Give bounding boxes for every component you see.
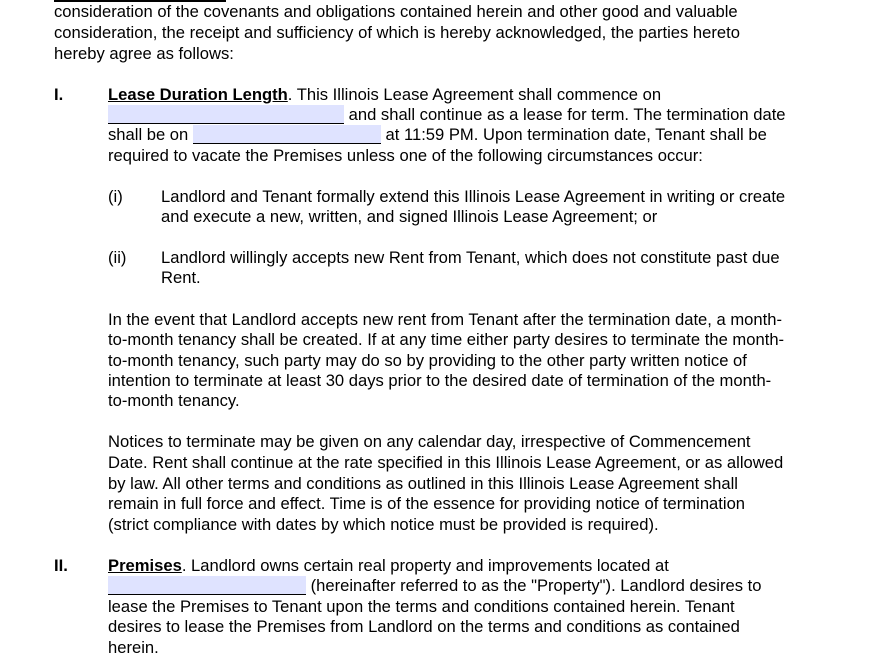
section-text: at 11:59 PM. Upon termination date, Tenant shall be <box>385 125 767 144</box>
section-heading-line <box>108 556 669 577</box>
paragraph-line: to-month tenancy shall be created. If at any time either party desires to terminate the month- <box>108 330 785 349</box>
property-address-field[interactable] <box>108 576 306 595</box>
item-text: and execute a new, written, and signed Illinois Lease Agreement; or <box>161 207 658 226</box>
paragraph-line: to-month tenancy, such party may do so by providing to the other party written notice of <box>108 351 747 370</box>
paragraph-line: to-month tenancy. <box>108 391 240 410</box>
section-text: shall be on <box>108 125 189 144</box>
paragraph-line: (strict compliance with dates by which notice must be provided is required). <box>108 515 659 534</box>
intro-line: consideration, the receipt and sufficiency of which is hereby acknowledged, the parties hereto <box>54 23 740 42</box>
item-text: Landlord and Tenant formally extend this Illinois Lease Agreement in writing or create <box>161 187 786 206</box>
paragraph-line: by law. All other terms and conditions as outlined in this Illinois Lease Agreement shall <box>108 474 738 493</box>
section-number: I. <box>54 85 64 104</box>
paragraph-line: Date. Rent shall continue at the rate specified in this Illinois Lease Agreement, or as allowed <box>108 453 784 472</box>
section-text-line <box>108 576 761 597</box>
paragraph-line: In the event that Landlord accepts new rent from Tenant after the termination date, a month- <box>108 310 782 329</box>
section-heading: Lease Duration Length <box>108 85 288 104</box>
paragraph-line: herein. <box>108 638 159 657</box>
section-text-line <box>108 105 786 126</box>
item-number: (ii) <box>108 248 127 267</box>
intro-line: consideration of the covenants and obligations contained herein and other good and valuable <box>54 2 738 21</box>
section-text-line <box>108 125 767 146</box>
paragraph-line: remain in full force and effect. Time is of the essence for providing notice of termination <box>108 494 746 513</box>
section-heading: Premises <box>108 556 182 575</box>
section-heading-line <box>108 85 661 106</box>
paragraph-line: Notices to terminate may be given on any calendar day, irrespective of Commencement <box>108 432 751 451</box>
section-text: . This Illinois Lease Agreement shall commence on <box>287 85 662 104</box>
item-number: (i) <box>108 187 123 206</box>
section-number: II. <box>54 556 68 575</box>
paragraph-line: desires to lease the Premises from Landlord on the terms and conditions as contained <box>108 617 740 636</box>
section-text: (hereinafter referred to as the "Property"). Landlord desires to <box>310 576 762 595</box>
section-text-line: required to vacate the Premises unless one of the following circumstances occur: <box>108 146 703 165</box>
section-text: and shall continue as a lease for term. The termination date <box>348 105 786 124</box>
paragraph-line: intention to terminate at least 30 days prior to the desired date of termination of the month- <box>108 371 772 390</box>
item-text: Rent. <box>161 268 201 287</box>
paragraph-line: lease the Premises to Tenant upon the terms and conditions contained herein. Tenant <box>108 597 735 616</box>
section-text: . Landlord owns certain real property and improvements located at <box>181 556 669 575</box>
termination-date-field[interactable] <box>193 125 381 144</box>
commencement-date-field[interactable] <box>108 105 344 124</box>
intro-line: hereby agree as follows: <box>54 44 234 63</box>
item-text: Landlord willingly accepts new Rent from Tenant, which does not constitute past due <box>161 248 780 267</box>
